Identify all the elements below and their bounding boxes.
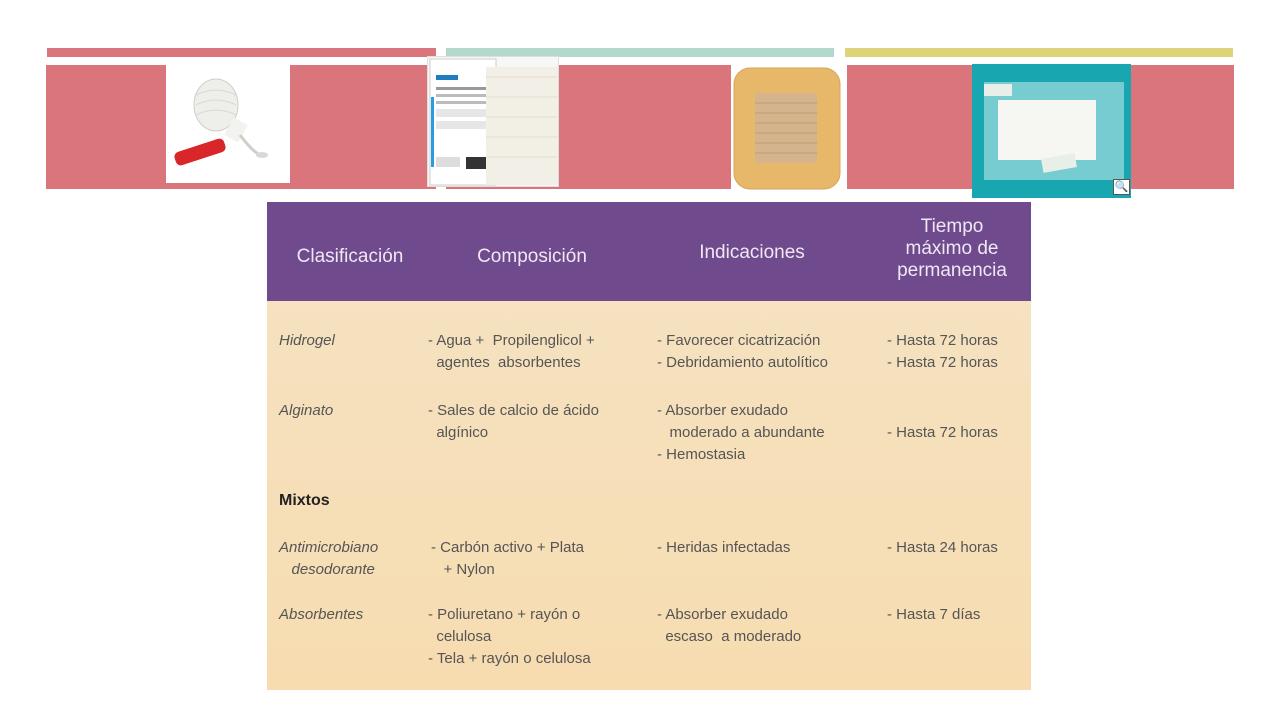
magnifier-icon[interactable]: 🔍 <box>1114 181 1129 193</box>
row-indicaciones: - Favorecer cicatrización - Debridamiento autolítico <box>657 332 828 371</box>
row-indicaciones: - Absorber exudado escaso a moderado <box>657 606 802 645</box>
row-composicion: - Carbón activo + Plata + Nylon <box>431 539 584 578</box>
hydrogel-tube-photo <box>166 65 290 183</box>
row-composicion: - Agua + Propilenglicol + agentes absorbentes <box>428 332 595 371</box>
row-tiempo: - Hasta 24 horas <box>887 539 998 556</box>
row-clasificacion: Alginato <box>279 402 334 419</box>
row-composicion: - Poliuretano + rayón o celulosa - Tela + rayón o celulosa <box>428 606 591 667</box>
wound-dressing-table <box>267 202 1031 690</box>
row-tiempo: - Hasta 72 horas - Hasta 72 horas <box>887 332 998 371</box>
header-tiempo: Tiempo máximo de permanencia <box>897 216 1007 281</box>
header-composicion: Composición <box>477 246 587 267</box>
row-clasificacion: Absorbentes <box>279 606 364 623</box>
top-accent-bar-pink <box>47 48 436 57</box>
header-indicaciones: Indicaciones <box>699 242 805 263</box>
section-mixtos: Mixtos <box>279 492 330 509</box>
header-clasificacion: Clasificación <box>296 246 404 267</box>
row-tiempo: - Hasta 72 horas <box>887 424 998 441</box>
dressing-package-photo <box>427 56 559 187</box>
row-tiempo: - Hasta 7 días <box>887 606 981 623</box>
table-header <box>267 202 1031 301</box>
foam-dressing-photo <box>731 65 843 192</box>
row-clasificacion: Antimicrobiano desodorante <box>279 539 379 578</box>
row-composicion: - Sales de calcio de ácido algínico <box>428 402 599 441</box>
top-accent-bar-yellow <box>845 48 1233 57</box>
row-indicaciones: - Heridas infectadas <box>657 539 791 556</box>
row-indicaciones: - Absorber exudado moderado a abundante - Hemostasia <box>657 402 825 463</box>
row-clasificacion: Hidrogel <box>279 332 335 349</box>
film-dressing-photo <box>972 64 1131 198</box>
